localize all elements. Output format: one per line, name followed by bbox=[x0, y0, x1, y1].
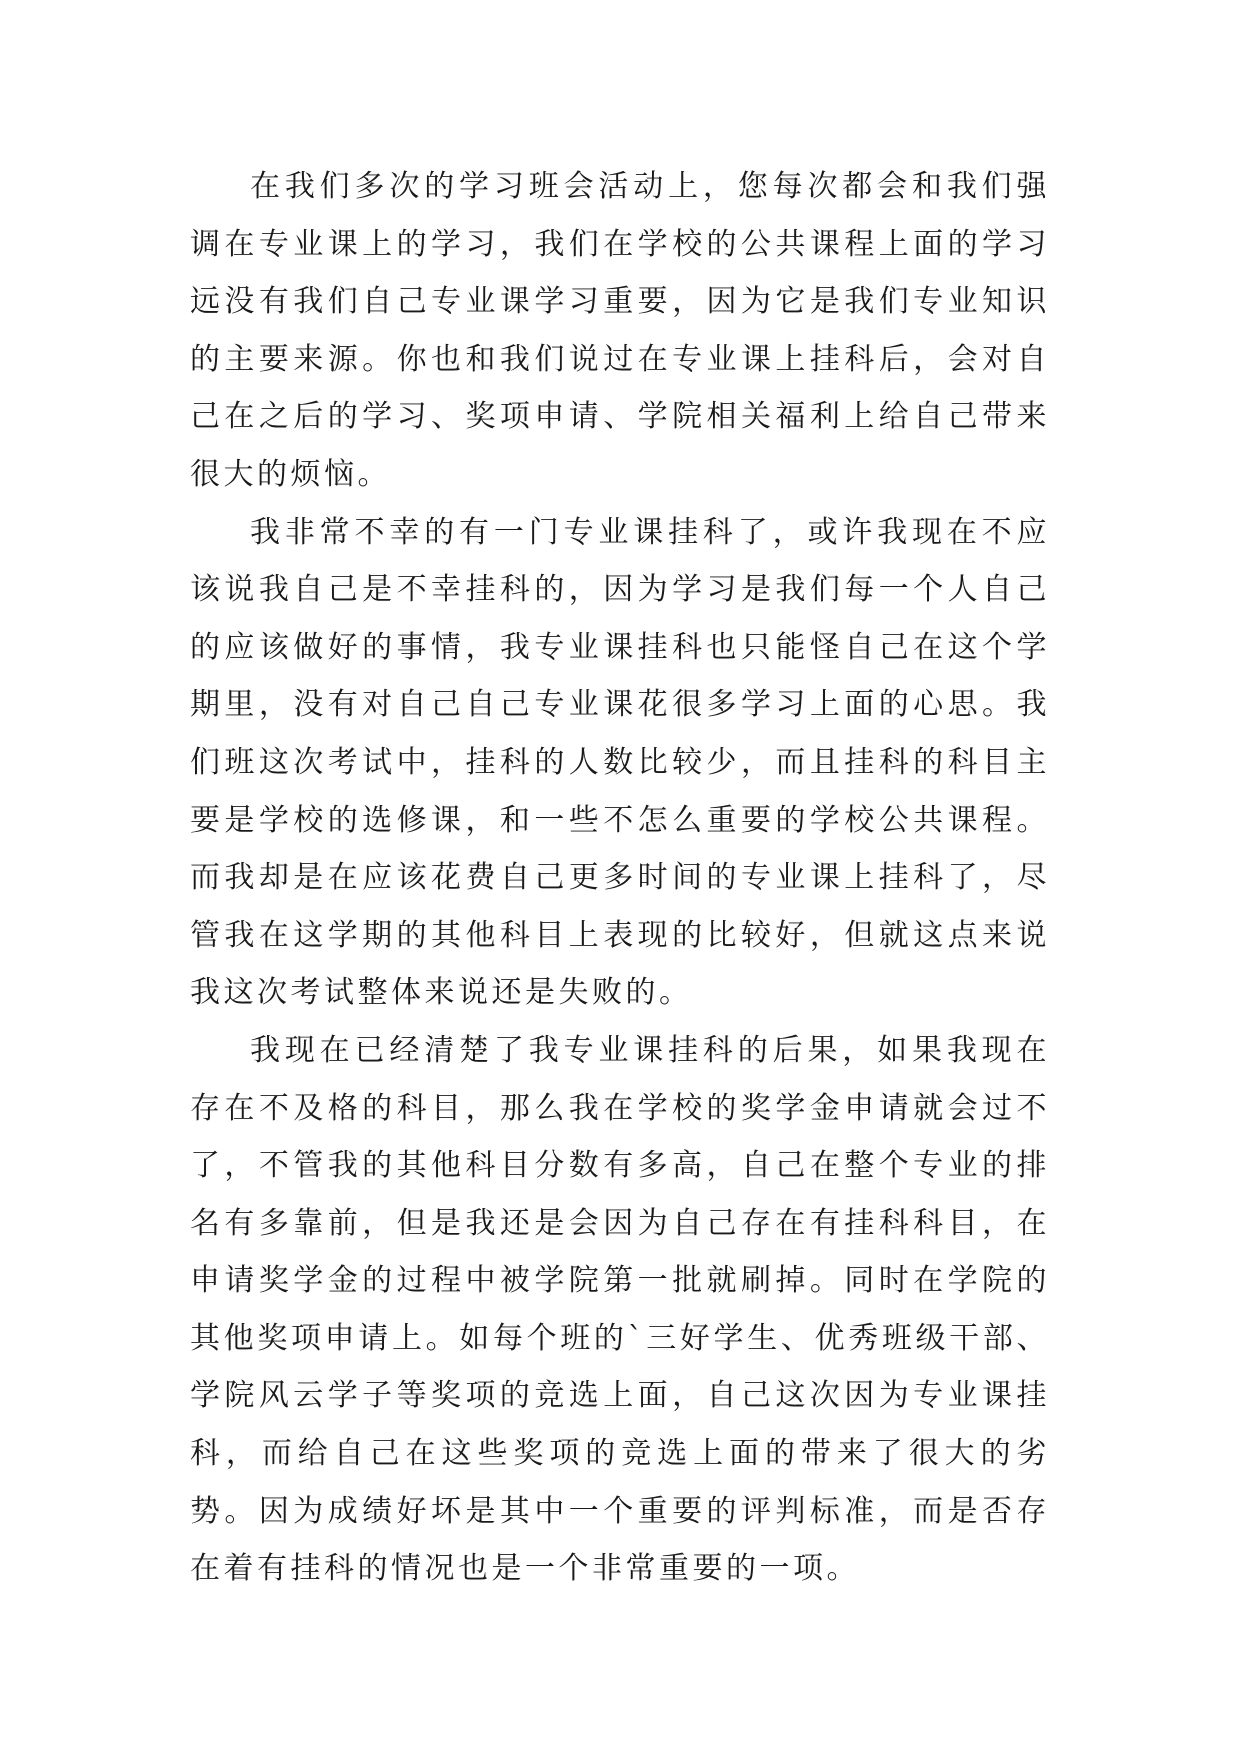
paragraph-1: 在我们多次的学习班会活动上，您每次都会和我们强调在专业课上的学习，我们在学校的公共课程上面的学习远没有我们自己专业课学习重要，因为它是我们专业知识的主要来源。你也和我们说过在专业课上挂科后，会对自己在之后的学习、奖项申请、学院相关福利上给自己带来很大的烦恼。 bbox=[190, 169, 1050, 492]
paragraph-3: 我现在已经清楚了我专业课挂科的后果，如果我现在存在不及格的科目，那么我在学校的奖学金申请就会过不了，不管我的其他科目分数有多高，自己在整个专业的排名有多靠前，但是我还是会因为自己存在有挂科科目，在申请奖学金的过程中被学院第一批就刷掉。同时在学院的其他奖项申请上。如每个班的`三好学生、优秀班级干部、学院风云学子等奖项的竞选上面，自己这次因为专业课挂科，而给自己在这些奖项的竞选上面的带来了很大的劣势。因为成绩好坏是其中一个重要的评判标准，而是否存在着有挂科的情况也是一个非常重要的一项。 bbox=[190, 1032, 1050, 1587]
document-body bbox=[190, 158, 1050, 1598]
paragraph-2: 我非常不幸的有一门专业课挂科了，或许我现在不应该说我自己是不幸挂科的，因为学习是我们每一个人自己的应该做好的事情，我专业课挂科也只能怪自己在这个学期里，没有对自己自己专业课花很多学习上面的心思。我们班这次考试中，挂科的人数比较少，而且挂科的科目主要是学校的选修课，和一些不怎么重要的学校公共课程。而我却是在应该花费自己更多时间的专业课上挂科了，尽管我在这学期的其他科目上表现的比较好，但就这点来说我这次考试整体来说还是失败的。 bbox=[190, 514, 1050, 1011]
